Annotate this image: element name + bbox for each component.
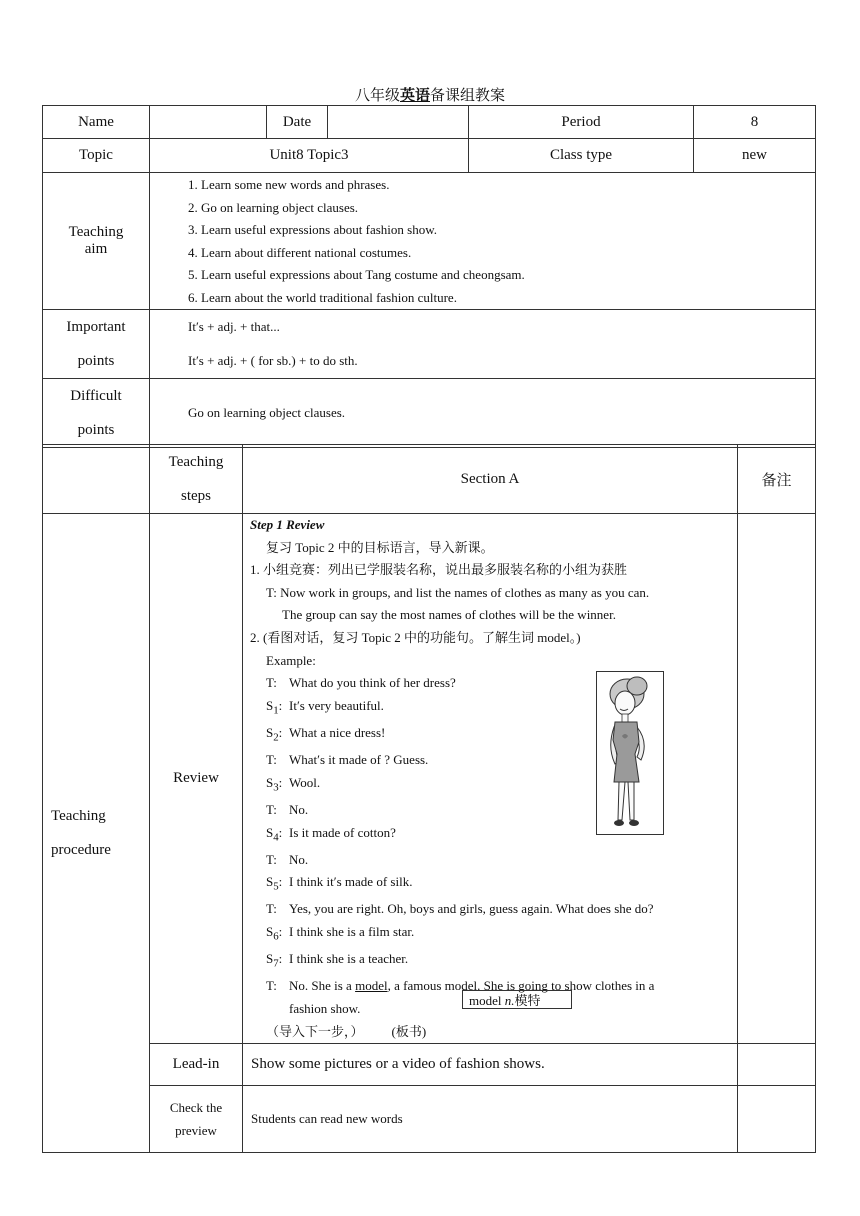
leadin-content: Show some pictures or a video of fashion shows.	[243, 1044, 738, 1086]
procedure-header-blank	[43, 445, 150, 514]
dialog-line: $S_4$: Is it made of cotton?	[266, 824, 396, 844]
dialog-line-last: T: No. She is a model, a famous model. She is going to show clothes in a	[266, 978, 655, 994]
period-value: 8	[694, 106, 816, 139]
speaker: S	[266, 874, 274, 890]
dialog-line-cont: fashion show.	[289, 1001, 361, 1017]
important-points-label	[43, 310, 150, 379]
utterance: I think she is a film star.	[289, 924, 415, 940]
difficult-label-line1: Difficult	[70, 388, 122, 404]
teaching-procedure-label	[43, 514, 150, 1153]
document-title	[0, 84, 860, 105]
dialog-line: $S_2$: What a nice dress!	[266, 724, 386, 744]
teaching-aim-list	[150, 173, 816, 310]
fashion-model-figure	[597, 672, 663, 834]
leadin-step-label: Lead-in	[150, 1044, 243, 1086]
dialog-line: $S_5$: I think it′s made of silk.	[266, 874, 413, 893]
review-item-1-teacher: T: Now work in groups, and list the names of clothes as many as you can.	[266, 584, 650, 600]
step-title: Step 1 Review	[250, 517, 325, 532]
review-item-1: 1. 小组竞赛：列出已学服装名称，说出最多服装名称的小组为获胜	[250, 562, 628, 578]
dialog-line: $S_1$: It′s very beautiful.	[266, 697, 384, 717]
procedure-label-line1: Teaching	[51, 808, 106, 825]
speaker-index: 2	[273, 731, 279, 744]
speaker-index: 3	[273, 781, 279, 794]
important-label-line2: points	[77, 353, 115, 369]
review-step-label: Review	[150, 514, 243, 1044]
utterance: No.	[289, 801, 309, 817]
name-label: Name	[43, 106, 150, 139]
lead-next: （导入下一步，）	[266, 1023, 364, 1039]
speaker: S	[266, 774, 274, 790]
topic-value: Unit8 Topic3	[150, 139, 469, 173]
speaker: S	[266, 724, 274, 740]
vocab-model: model	[355, 978, 388, 994]
board-word: model	[469, 993, 505, 1008]
check-label-line1: Check the	[169, 1100, 223, 1116]
board-meaning: 模特	[514, 993, 541, 1008]
aim-item: 3. Learn useful expressions about fashion show.	[188, 222, 437, 237]
difficult-points: Go on learning object clauses.	[150, 379, 816, 448]
board-label: (板书)	[391, 1023, 427, 1039]
steps-label-line1: Teaching	[168, 454, 224, 470]
board-part-of-speech: n.	[504, 993, 515, 1008]
procedure-label-line2: procedure	[51, 842, 111, 859]
topic-label: Topic	[43, 139, 150, 173]
procedure-table	[42, 444, 816, 1153]
steps-label-line2: steps	[181, 488, 211, 504]
aim-item: 6. Learn about the world traditional fashion culture.	[188, 289, 457, 305]
utterance: Is it made of cotton?	[289, 824, 396, 840]
check-notes	[738, 1086, 816, 1153]
board-note-box	[462, 990, 572, 1009]
check-label-line2: preview	[175, 1123, 217, 1139]
aim-item: 2. Go on learning object clauses.	[188, 199, 359, 215]
section-title: Section A	[243, 445, 738, 514]
speaker-index: 4	[273, 831, 279, 844]
important-label-line1: Important	[66, 319, 126, 335]
important-point: It′s + adj. + ( for sb.) + to do sth.	[188, 353, 358, 368]
speaker: S	[266, 951, 274, 967]
review-intro: 复习 Topic 2 中的目标语言，导入新课。	[266, 539, 494, 555]
review-item-1-teacher-cont: The group can say the most names of clothes will be the winner.	[282, 607, 616, 623]
aim-item: 4. Learn about different national costumes.	[188, 244, 412, 260]
utterance: Wool.	[289, 774, 321, 790]
aim-item: 1. Learn some new words and phrases.	[188, 177, 390, 192]
period-label: Period	[469, 106, 694, 139]
speaker: S	[266, 924, 274, 940]
speaker-index: 5	[273, 880, 279, 893]
review-item-2: 2. (看图对话，复习 Topic 2 中的功能句。了解生词 model。)	[250, 629, 581, 645]
dialog-line: $S_6$: I think she is a film star.	[266, 924, 415, 943]
aim-label-line1: Teaching	[68, 224, 124, 240]
speaker-index: 7	[273, 957, 279, 970]
utterance: What do you think of her dress?	[289, 675, 456, 691]
date-value	[328, 106, 469, 139]
utterance: What′s it made of ? Guess.	[289, 752, 429, 768]
utterance: No.	[289, 851, 309, 867]
leadin-notes	[738, 1044, 816, 1086]
utterance: I think she is a teacher.	[289, 951, 409, 967]
title-suffix: 备课组教案	[430, 88, 506, 104]
header-table	[42, 105, 816, 173]
aim-table	[42, 172, 816, 448]
utterance: What a nice dress!	[289, 724, 386, 740]
difficult-label-line2: points	[77, 422, 115, 438]
speaker: T:	[266, 752, 277, 768]
speaker-index: 1	[273, 704, 279, 717]
review-notes	[738, 514, 816, 1044]
dialog-line: $S_3$: Wool.	[266, 774, 321, 794]
utterance: It′s very beautiful.	[289, 697, 384, 713]
utterance-start: No. She is a	[289, 978, 356, 994]
utterance: Yes, you are right. Oh, boys and girls, guess again. What does she do?	[289, 901, 654, 917]
classtype-value: new	[694, 139, 816, 173]
speaker: T:	[266, 851, 277, 867]
important-point: It′s + adj. + that...	[188, 319, 280, 334]
teaching-aim-label	[43, 173, 150, 310]
model-illustration-image	[596, 671, 664, 835]
date-label: Date	[267, 106, 328, 139]
dialog-line	[250, 898, 731, 921]
speaker: T:	[266, 675, 277, 691]
classtype-label: Class type	[469, 139, 694, 173]
difficult-points-label	[43, 379, 150, 448]
review-content	[243, 514, 738, 1044]
teaching-steps-label	[150, 445, 243, 514]
title-prefix: 八年级	[354, 88, 400, 104]
check-preview-label	[150, 1086, 243, 1153]
utterance: I think it′s made of silk.	[289, 874, 413, 890]
utterance-end: , a famous model. She is going to show clothes in a	[387, 978, 655, 994]
aim-label-line2: aim	[84, 241, 108, 257]
check-preview-content: Students can read new words	[243, 1086, 738, 1153]
important-points	[150, 310, 816, 379]
aim-item: 5. Learn useful expressions about Tang costume and cheongsam.	[188, 267, 525, 282]
dialog-line	[250, 849, 731, 872]
speaker-index: 6	[273, 930, 279, 943]
dialog-line: $S_7$: I think she is a teacher.	[266, 951, 409, 970]
example-label: Example:	[266, 652, 316, 668]
speaker: T:	[266, 901, 277, 917]
speaker: T:	[266, 801, 277, 817]
name-value	[150, 106, 267, 139]
board-line	[250, 1021, 731, 1044]
speaker: S	[266, 697, 274, 713]
title-subject: 英语	[399, 88, 430, 104]
notes-header: 备注	[738, 445, 816, 514]
speaker: S	[266, 824, 274, 840]
